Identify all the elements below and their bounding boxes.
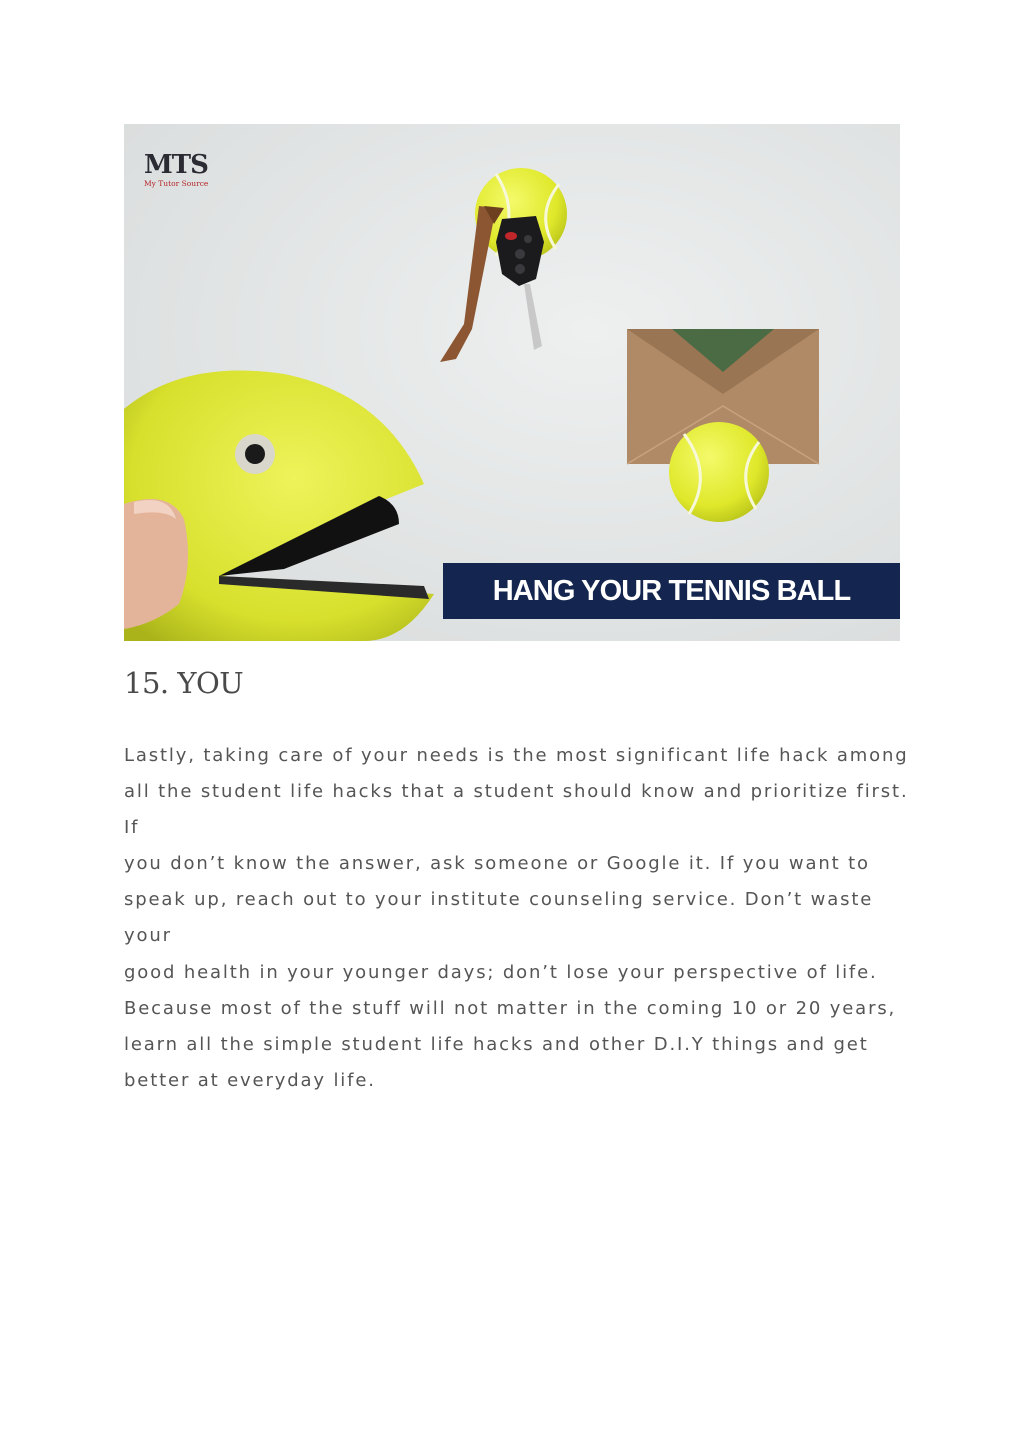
section-body: Lastly, taking care of your needs is the most significant life hack among all the student life hacks that a student should know and prioritize first. If you don’t know the answer, ask someone or Google it. If you want to speak up, reach out to your institute counseling service. Don’t waste your good health in your younger days; don’t lose your perspective of life. Because most of the stuff will not matter in the coming 10 or 20 years, learn all the simple student life hacks and other D.I.Y things and get better at everyday life.: [124, 745, 909, 1091]
hero-image: [124, 124, 900, 641]
mts-logo: MTS: [144, 150, 208, 180]
image-banner: HANG YOUR TENNIS BALL: [443, 563, 900, 619]
mts-logo-subtext: My Tutor Source: [144, 179, 209, 188]
section-heading: 15. YOU: [124, 666, 244, 700]
envelope-ball: [669, 422, 769, 522]
